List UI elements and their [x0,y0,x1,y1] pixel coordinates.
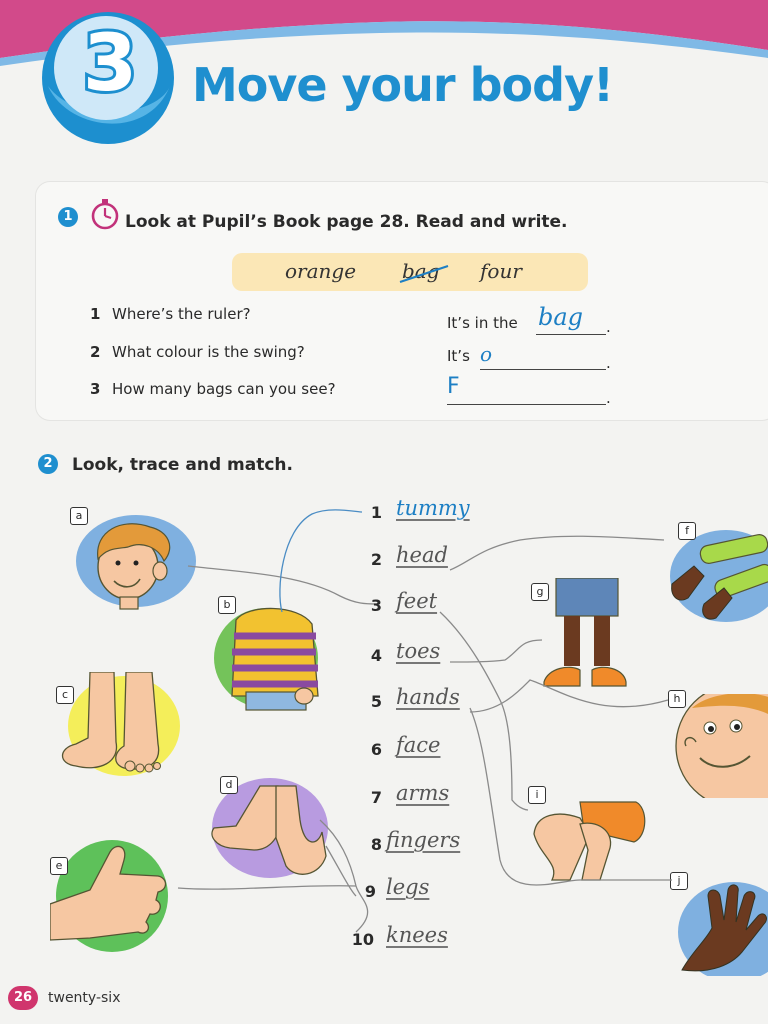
picture-label-b: b [218,596,236,614]
picture-label-h: h [668,690,686,708]
question-number: 2 [90,343,101,361]
answer-suffix: . [606,354,611,372]
word-number: 8 [370,835,382,854]
word-number: 9 [364,882,376,901]
exercise-1-number: 1 [58,207,78,227]
word-bank-word: four [480,259,522,283]
trace-word-toes[interactable]: toes [396,639,441,663]
picture-label-f: f [678,522,696,540]
trace-word-fingers[interactable]: fingers [386,828,461,852]
question-text: Where’s the ruler? [112,305,251,323]
page-number-badge: 26 [8,986,38,1010]
question-text: How many bags can you see? [112,380,336,398]
answer-suffix: . [606,318,611,336]
picture-label-c: c [56,686,74,704]
picture-label-a: a [70,507,88,525]
picture-label-d: d [220,776,238,794]
trace-word-legs[interactable]: legs [386,875,430,899]
word-bank-word: orange [285,259,357,283]
word-number: 4 [370,646,382,665]
word-number: 2 [370,550,382,569]
question-text: What colour is the swing? [112,343,305,361]
word-number: 7 [370,788,382,807]
trace-word-head[interactable]: head [396,543,448,567]
unit-title: Move your body! [192,58,614,112]
answer-prefix: It’s [447,347,470,365]
answer-handwritten[interactable]: bag [538,303,584,331]
word-number: 3 [370,596,382,615]
trace-word-face[interactable]: face [396,733,441,757]
picture-label-g: g [531,583,549,601]
question-number: 3 [90,380,101,398]
word-bank-word: bag [402,259,440,283]
exercise-2-instruction: Look, trace and match. [72,455,293,475]
picture-label-e: e [50,857,68,875]
trace-word-hands[interactable]: hands [396,685,460,709]
answer-handwritten[interactable]: o [480,342,493,366]
trace-word-knees[interactable]: knees [386,923,448,947]
answer-prefix: It’s in the [447,314,518,332]
word-number: 1 [370,503,382,522]
trace-word-tummy[interactable]: tummy [396,496,470,520]
exercise-1-instruction: Look at Pupil’s Book page 28. Read and write. [125,212,568,232]
trace-word-feet[interactable]: feet [396,589,438,613]
exercise-2-number: 2 [38,454,58,474]
answer-handwritten[interactable]: F [447,374,460,399]
page-number-words: twenty-six [48,990,121,1006]
word-number: 5 [370,692,382,711]
trace-word-arms[interactable]: arms [396,781,450,805]
picture-label-j: j [670,872,688,890]
word-number: 10 [351,930,374,949]
answer-suffix: . [606,389,611,407]
picture-label-i: i [528,786,546,804]
question-number: 1 [90,305,101,323]
unit-number: 3 [82,19,138,109]
word-number: 6 [370,740,382,759]
